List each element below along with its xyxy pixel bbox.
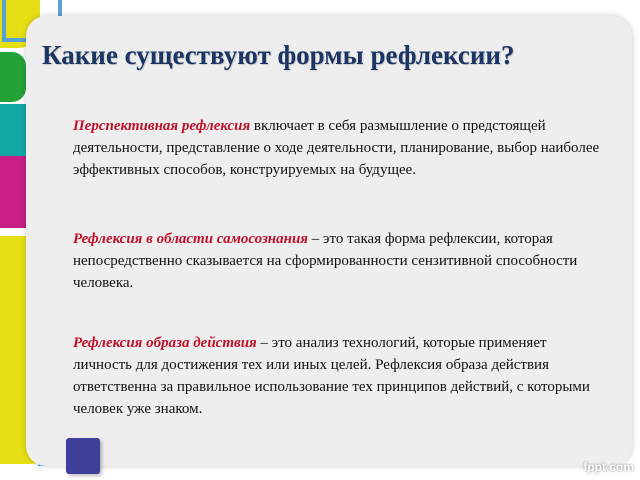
paragraph-self-consciousness-reflection [73, 228, 603, 294]
term-perspective-reflection: Перспективная рефлексия [73, 118, 251, 134]
paragraph-text: – это анализ технологий, которые применяет личность для достижения тех или иных целей. Рефлексия образа действия ответственна за правильное использование тех принципов действий, с которыми человек уже знаком. [73, 335, 590, 417]
paragraph-action-mode-reflection [73, 332, 603, 420]
term-action-mode-reflection: Рефлексия образа действия [73, 335, 257, 351]
paragraph-text: включает в себя размышление о предстоящей деятельности, представление о ходе деятельности, планирование, выбор наиболее эффективных способов, конструируемых на будущее. [73, 118, 600, 178]
paragraph-perspective-reflection [73, 115, 603, 181]
term-self-consciousness-reflection: Рефлексия в области самосознания [73, 231, 309, 247]
paragraph-text: – это такая форма рефлексии, которая непосредственно сказывается на сформированности сензитивной способности человека. [73, 231, 578, 291]
decor-navy-square [66, 438, 100, 474]
slide-title: Какие существуют формы рефлексии? [42, 40, 515, 70]
watermark: fppt.com [583, 460, 634, 474]
decor-green-block [0, 52, 26, 102]
